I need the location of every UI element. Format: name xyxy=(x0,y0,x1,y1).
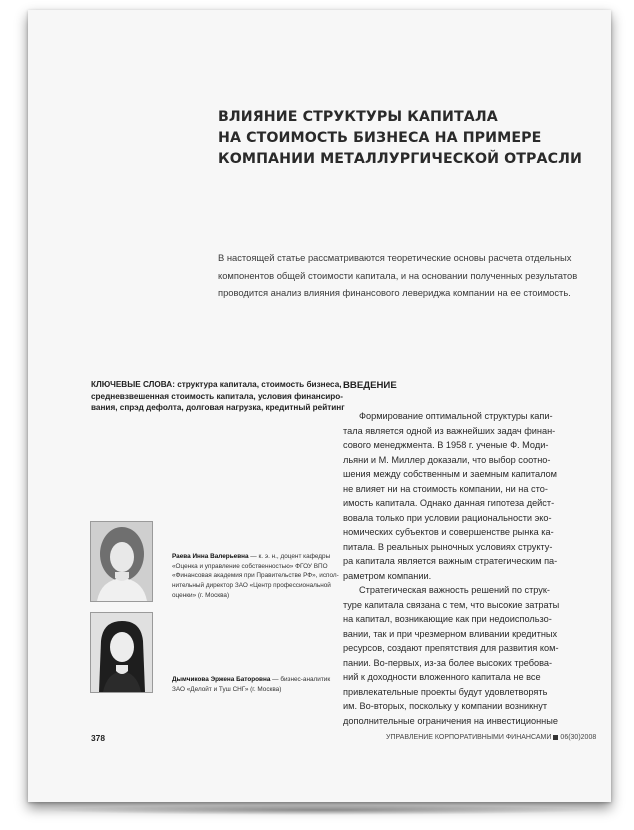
page-shadow xyxy=(44,805,595,815)
author2-name: Дымчикова Эржена Баторовна xyxy=(172,676,271,683)
body-line: дополнительные ограничения на инвестиционные xyxy=(343,715,558,726)
keywords-line xyxy=(91,402,345,414)
square-separator-icon xyxy=(553,735,558,740)
body-line: ний к доходности вложенного капитала не все xyxy=(343,672,541,682)
article-title xyxy=(218,107,583,170)
body-line: шения между собственным и заемным капиталом xyxy=(343,469,557,479)
section-heading: ВВЕДЕНИЕ xyxy=(343,380,397,391)
title-line: КОМПАНИИ МЕТАЛЛУРГИЧЕСКОЙ ОТРАСЛИ xyxy=(218,151,583,167)
body-line: не влияет ни на стоимость компании, ни на сто- xyxy=(343,483,548,494)
keywords-text: средневзвешенная стоимость капитала, условия финансиро- xyxy=(91,391,344,401)
author1-role: — к. э. н., доцент кафедры xyxy=(248,553,331,560)
author1-info xyxy=(172,552,339,601)
body-line: ра капитала является важным стратегическим па- xyxy=(343,556,558,566)
author2-line xyxy=(172,675,332,685)
body-line: Формирование оптимальной структуры капи- xyxy=(359,411,553,421)
keywords-text: структура капитала, стоимость бизнеса, xyxy=(174,380,342,389)
title-line: НА СТОИМОСТЬ БИЗНЕСА НА ПРИМЕРЕ xyxy=(218,130,542,146)
keywords-label: КЛЮЧЕВЫЕ СЛОВА: xyxy=(91,380,175,389)
body-line: Стратегическая важность решений по струк- xyxy=(359,585,550,595)
author1-line xyxy=(172,552,332,562)
author1-line: оценки» (г. Москва) xyxy=(172,591,230,599)
keywords-line xyxy=(91,379,342,391)
abstract-line: В настоящей статье рассматриваются теоретические основы расчета отдельных xyxy=(218,252,572,263)
title-line: ВЛИЯНИЕ СТРУКТУРЫ КАПИТАЛА xyxy=(218,109,498,125)
body-line: раметром компании. xyxy=(343,570,432,581)
body-line: тала является одной из важнейших задач финан- xyxy=(343,425,556,436)
author2-line: ЗАО «Делойт и Туш СНГ» (г. Москва) xyxy=(172,685,282,693)
journal-issue: 06(30)2008 xyxy=(560,734,597,741)
author1-name: Раева Инна Валерьевна xyxy=(172,553,249,560)
author1-photo xyxy=(90,521,153,602)
keywords-line xyxy=(91,391,344,403)
body-line: ресурсов, создают препятствия для развития ком- xyxy=(343,643,559,653)
page-number: 378 xyxy=(91,733,105,743)
body-line: привлекательные проекты будут удовлетворять xyxy=(343,686,548,697)
author2-portrait-icon xyxy=(91,613,152,692)
keywords-text: вания, спрэд дефолта, долговая нагрузка, кредитный рейтинг xyxy=(91,403,345,413)
body-line: пании. Во-первых, из-за более высоких требова- xyxy=(343,657,553,668)
body-line: вании, так и при чрезмерном вливании кредитных xyxy=(343,628,558,639)
body-line: имость капитала. Однако данная гипотеза дейст- xyxy=(343,498,555,508)
author1-portrait-icon xyxy=(91,522,152,601)
author2-role: — бизнес-аналитик xyxy=(270,676,331,683)
body-line: на капитал, возникающие как при недоиспользо- xyxy=(343,614,552,624)
body-line: вовала только при условии рациональности эко- xyxy=(343,512,552,523)
abstract-line: компонентов общей стоимости капитала, и на основании полученных результатов xyxy=(218,269,578,281)
body-line: питала. В реальных рыночных условиях структу- xyxy=(343,541,553,552)
keywords-block xyxy=(91,379,345,414)
journal-footer xyxy=(386,734,596,741)
author1-line: «Оценка и управление собственностью» ФГОУ ВПО xyxy=(172,562,328,570)
body-line: им. Во-вторых, поскольку у компании возникнут xyxy=(343,701,548,711)
author2-photo xyxy=(90,612,153,693)
author2-info xyxy=(172,675,332,694)
author1-line: «Финансовая академия при Правительстве РФ», испол- xyxy=(172,572,339,580)
body-line: номических субъектов и совершенстве рынка ка- xyxy=(343,527,554,537)
body-line: сового менеджмента. В 1958 г. ученые Ф. Моди- xyxy=(343,440,549,450)
abstract-line: проводится анализ влияния финансового левериджа компании на ее стоимость. xyxy=(218,287,571,298)
article-body xyxy=(343,409,591,728)
journal-name: УПРАВЛЕНИЕ КОРПОРАТИВНЫМИ ФИНАНСАМИ xyxy=(386,734,552,741)
author1-line: нительный директор ЗАО «Центр профессиональной xyxy=(172,582,331,590)
body-line: туре капитала связана с тем, что высокие затраты xyxy=(343,599,560,610)
article-abstract xyxy=(218,249,588,302)
body-line: льяни и М. Миллер доказали, что выбор соотно- xyxy=(343,454,551,465)
